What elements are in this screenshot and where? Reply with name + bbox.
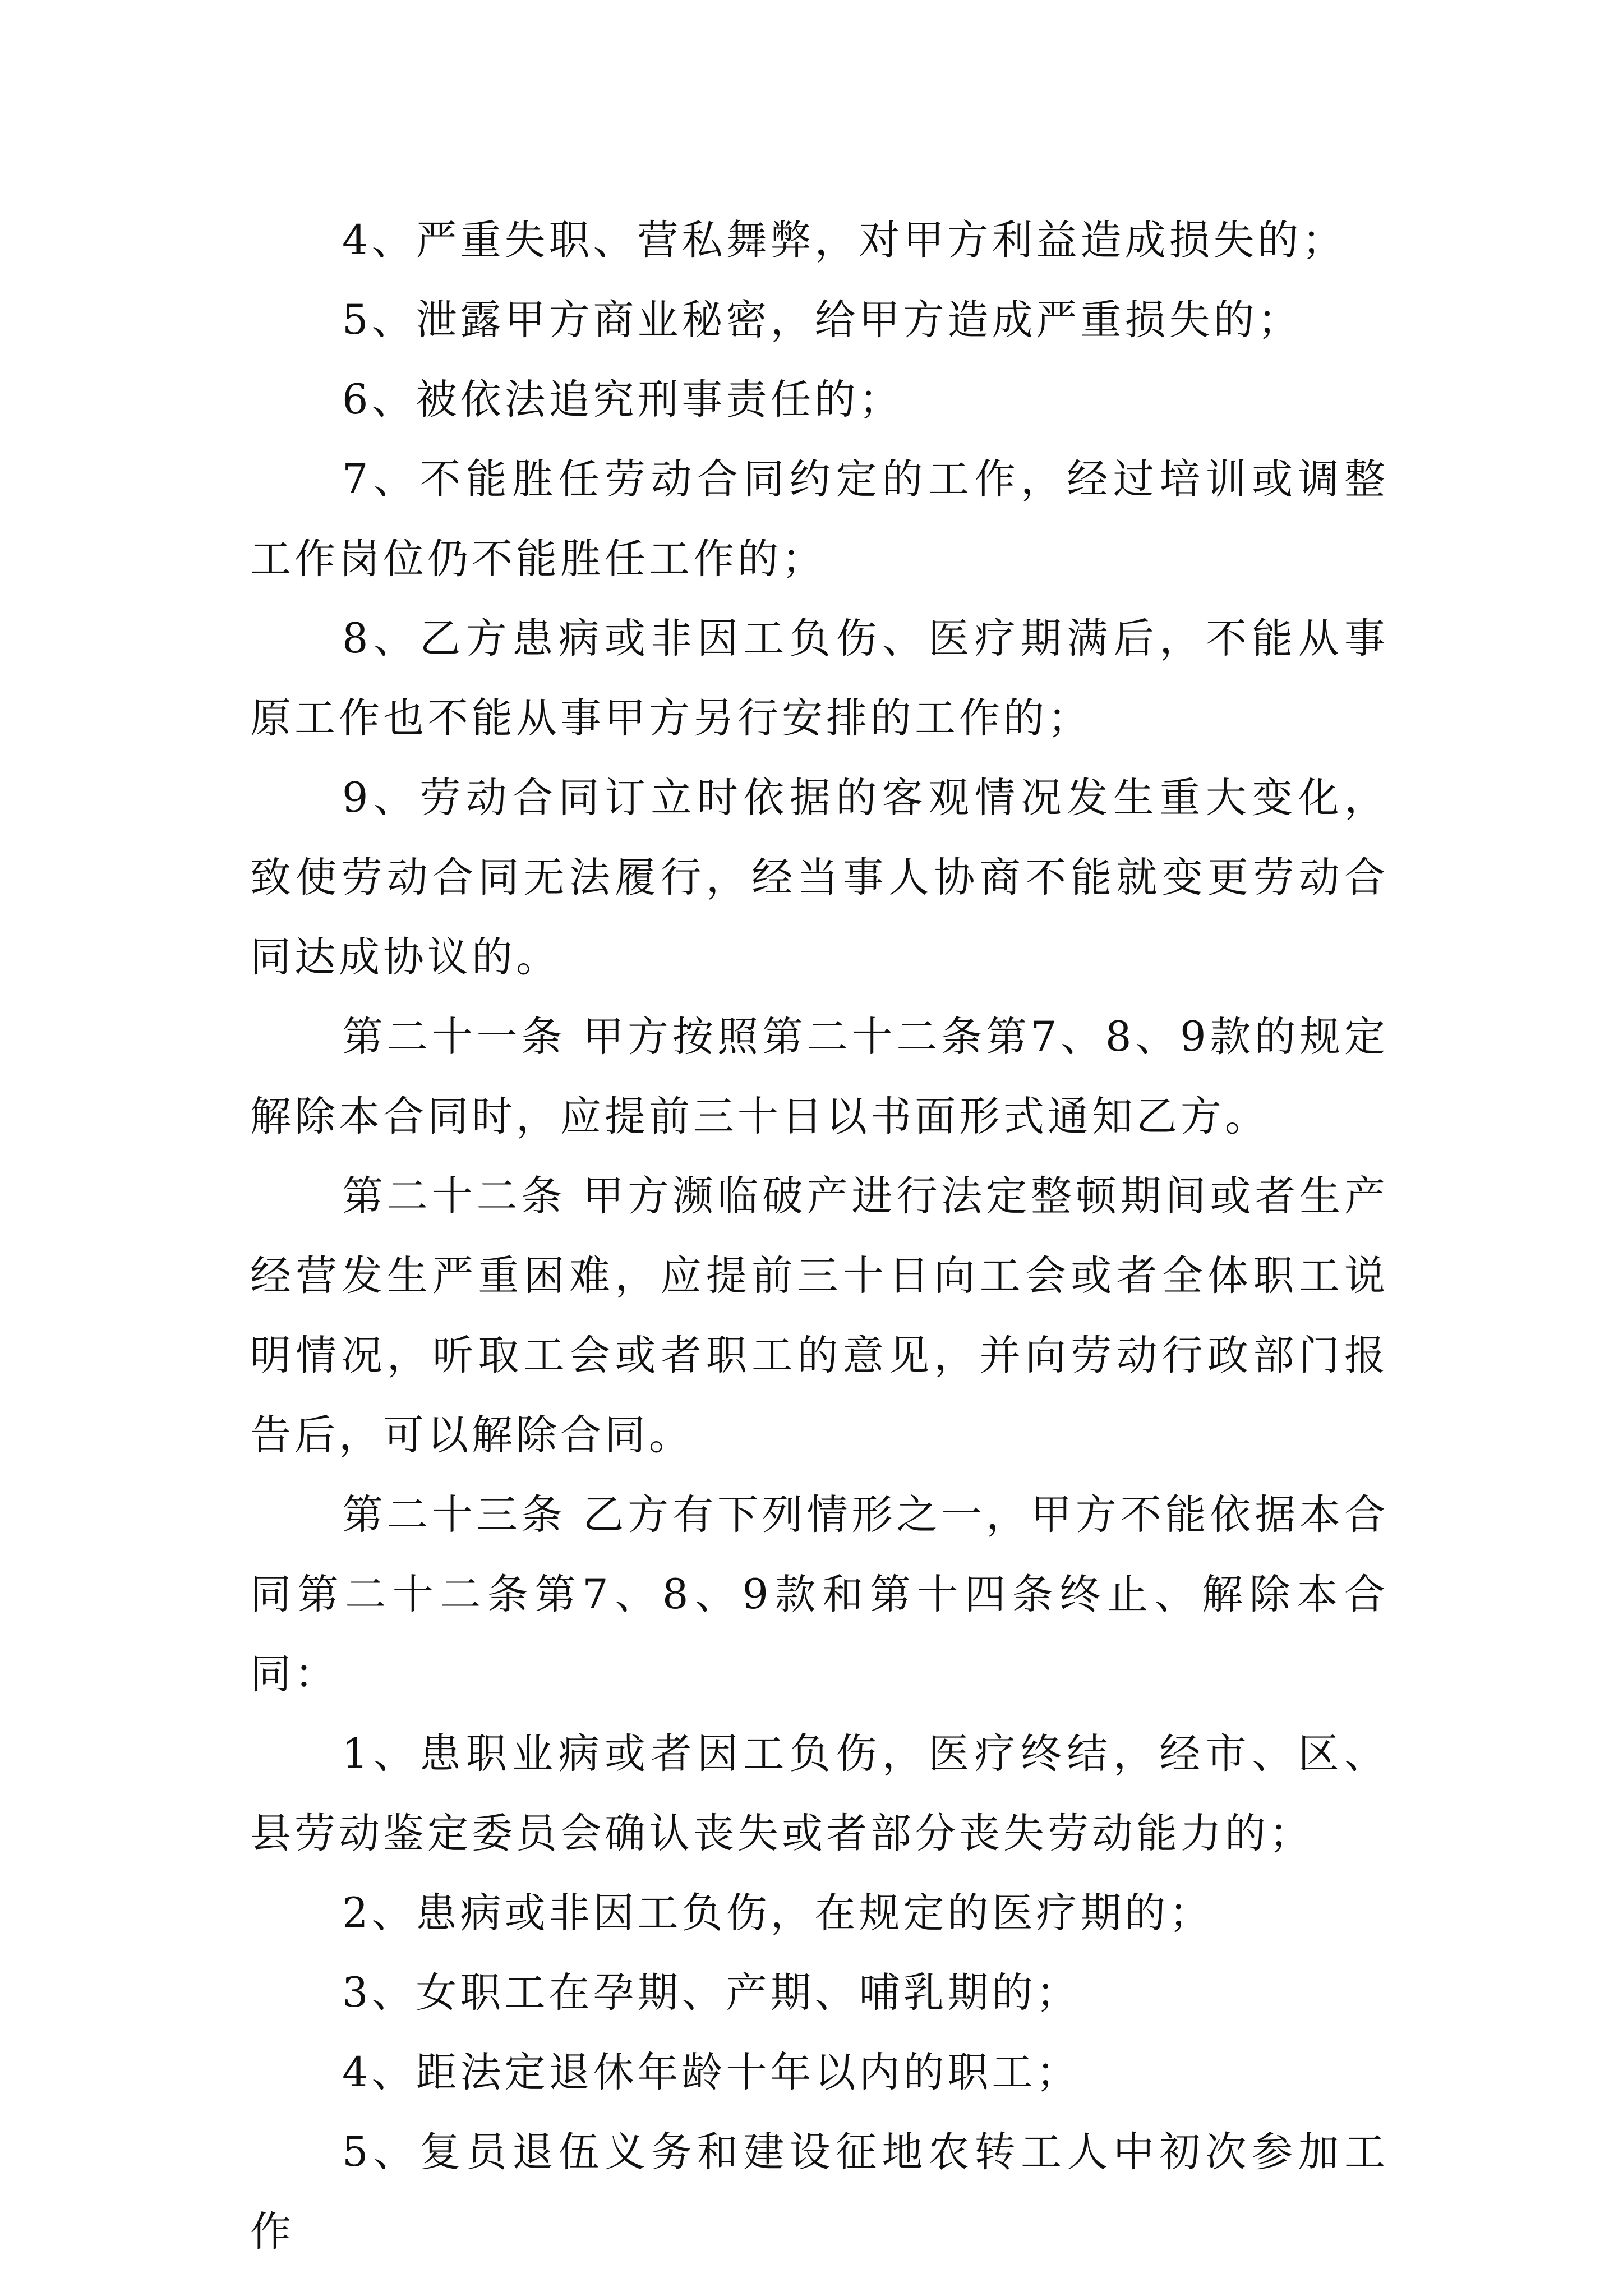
protected-item-4-near-retirement: 4、距法定退休年龄十年以内的职工； <box>342 2049 1081 2096</box>
article-23: 第二十三条 乙方有下列情形之一，甲方不能依据本合同第二十二条第7、8、9款和第十四条终止、解除本合同： <box>250 1491 1389 1698</box>
clause-item-7-incompetence: 7、不能胜任劳动合同约定的工作，经过培训或调整工作岗位仍不能胜任工作的； <box>250 455 1389 583</box>
clause-item-8-illness: 8、乙方患病或非因工负伤、医疗期满后，不能从事原工作也不能从事甲方另行安排的工作的； <box>250 615 1389 742</box>
protected-item-2-medical-period: 2、患病或非因工负伤，在规定的医疗期的； <box>342 1889 1214 1937</box>
document-body <box>250 201 1389 2272</box>
clause-item-9-circumstances-change: 9、劳动合同订立时依据的客观情况发生重大变化，致使劳动合同无法履行，经当事人协商不能就变更劳动合同达成协议的。 <box>250 774 1389 981</box>
clause-item-4-dereliction: 4、严重失职、营私舞弊，对甲方利益造成损失的； <box>342 217 1347 264</box>
article-21: 第二十一条 甲方按照第二十二条第7、8、9款的规定解除本合同时，应提前三十日以书面形式通知乙方。 <box>250 1013 1389 1140</box>
protected-item-1-occupational-disease: 1、患职业病或者因工负伤，医疗终结，经市、区、县劳动鉴定委员会确认丧失或者部分丧失劳动能力的； <box>250 1730 1389 1857</box>
protected-item-3-maternity: 3、女职工在孕期、产期、哺乳期的； <box>342 1969 1081 2017</box>
clause-item-5-trade-secrets: 5、泄露甲方商业秘密，给甲方造成严重损失的； <box>342 296 1302 344</box>
protected-item-5-veterans: 5、复员退伍义务和建设征地农转工人中初次参加工作 <box>250 2128 1389 2256</box>
clause-item-6-criminal-liability: 6、被依法追究刑事责任的； <box>342 376 903 424</box>
article-22: 第二十二条 甲方濒临破产进行法定整顿期间或者生产经营发生严重困难，应提前三十日向工会或者全体职工说明情况，听取工会或者职工的意见，并向劳动行政部门报告后，可以解除合同。 <box>250 1172 1389 1459</box>
